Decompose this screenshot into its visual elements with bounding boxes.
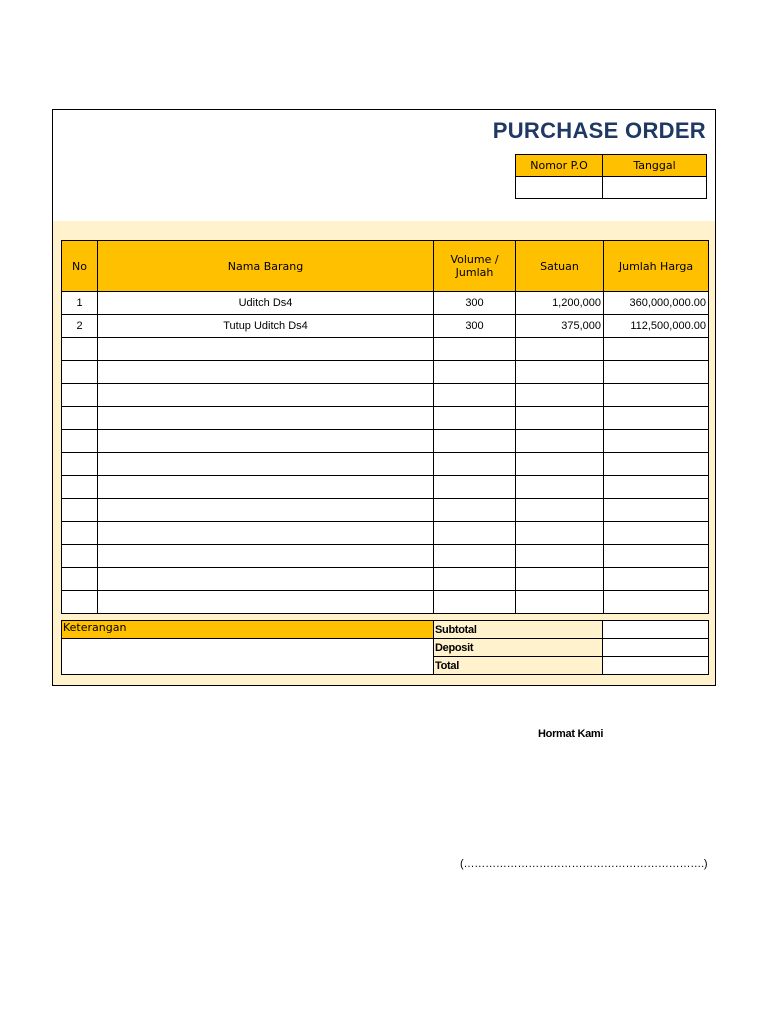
row-nama-barang[interactable]: Uditch Ds4 bbox=[98, 292, 434, 315]
row-jumlah-harga[interactable] bbox=[604, 384, 709, 407]
row-nama-barang[interactable] bbox=[98, 361, 434, 384]
table-row bbox=[62, 338, 709, 361]
row-jumlah-harga[interactable] bbox=[604, 568, 709, 591]
nomor-po-field[interactable] bbox=[516, 177, 603, 199]
row-no[interactable]: 1 bbox=[62, 292, 98, 315]
deposit-value[interactable] bbox=[603, 639, 709, 657]
po-info-table bbox=[515, 154, 707, 199]
row-nama-barang[interactable] bbox=[98, 407, 434, 430]
row-satuan[interactable] bbox=[516, 384, 604, 407]
column-header-satuan: Satuan bbox=[516, 241, 604, 292]
row-nama-barang[interactable] bbox=[98, 499, 434, 522]
table-row bbox=[62, 591, 709, 614]
row-satuan[interactable] bbox=[516, 476, 604, 499]
row-jumlah-harga[interactable] bbox=[604, 407, 709, 430]
row-nama-barang[interactable] bbox=[98, 591, 434, 614]
table-row bbox=[62, 499, 709, 522]
table-row bbox=[62, 453, 709, 476]
row-satuan[interactable]: 375,000 bbox=[516, 315, 604, 338]
table-row bbox=[62, 292, 709, 315]
total-value[interactable] bbox=[603, 657, 709, 675]
row-volume[interactable] bbox=[434, 499, 516, 522]
column-header-volume bbox=[434, 241, 516, 292]
row-jumlah-harga[interactable] bbox=[604, 545, 709, 568]
page-title: PURCHASE ORDER bbox=[492, 118, 706, 143]
row-satuan[interactable] bbox=[516, 407, 604, 430]
row-nama-barang[interactable] bbox=[98, 453, 434, 476]
table-row bbox=[62, 545, 709, 568]
table-row bbox=[62, 430, 709, 453]
row-volume[interactable] bbox=[434, 361, 516, 384]
signature-line: (………………………………………………………….) bbox=[460, 858, 708, 870]
tanggal-header: Tanggal bbox=[603, 155, 707, 177]
row-jumlah-harga[interactable] bbox=[604, 476, 709, 499]
row-jumlah-harga[interactable]: 112,500,000.00 bbox=[604, 315, 709, 338]
column-header-nama-barang: Nama Barang bbox=[98, 241, 434, 292]
row-nama-barang[interactable] bbox=[98, 522, 434, 545]
table-row bbox=[62, 384, 709, 407]
row-jumlah-harga[interactable] bbox=[604, 430, 709, 453]
row-no[interactable] bbox=[62, 384, 98, 407]
row-no[interactable] bbox=[62, 476, 98, 499]
row-nama-barang[interactable]: Tutup Uditch Ds4 bbox=[98, 315, 434, 338]
hormat-kami-text: Hormat Kami bbox=[538, 728, 604, 740]
table-row bbox=[62, 522, 709, 545]
row-volume[interactable] bbox=[434, 430, 516, 453]
row-volume[interactable] bbox=[434, 338, 516, 361]
row-no[interactable] bbox=[62, 338, 98, 361]
row-nama-barang[interactable] bbox=[98, 430, 434, 453]
row-volume[interactable] bbox=[434, 384, 516, 407]
row-volume[interactable] bbox=[434, 591, 516, 614]
total-label: Total bbox=[434, 657, 603, 675]
row-jumlah-harga[interactable] bbox=[604, 361, 709, 384]
row-volume[interactable] bbox=[434, 407, 516, 430]
row-nama-barang[interactable] bbox=[98, 545, 434, 568]
row-volume[interactable] bbox=[434, 453, 516, 476]
row-satuan[interactable] bbox=[516, 568, 604, 591]
row-satuan[interactable]: 1,200,000 bbox=[516, 292, 604, 315]
subtotal-label: Subtotal bbox=[434, 621, 603, 639]
row-no[interactable] bbox=[62, 453, 98, 476]
row-jumlah-harga[interactable] bbox=[604, 522, 709, 545]
row-satuan[interactable] bbox=[516, 430, 604, 453]
row-jumlah-harga[interactable] bbox=[604, 591, 709, 614]
row-no[interactable] bbox=[62, 568, 98, 591]
row-nama-barang[interactable] bbox=[98, 384, 434, 407]
table-row bbox=[62, 568, 709, 591]
table-row bbox=[62, 476, 709, 499]
volume-line2: Jumlah bbox=[455, 266, 494, 279]
row-no[interactable] bbox=[62, 407, 98, 430]
row-no[interactable] bbox=[62, 361, 98, 384]
row-nama-barang[interactable] bbox=[98, 568, 434, 591]
keterangan-header: Keterangan bbox=[62, 621, 434, 639]
row-satuan[interactable] bbox=[516, 453, 604, 476]
volume-line1: Volume / bbox=[450, 253, 499, 266]
subtotal-value[interactable] bbox=[603, 621, 709, 639]
row-nama-barang[interactable] bbox=[98, 338, 434, 361]
row-jumlah-harga[interactable] bbox=[604, 338, 709, 361]
row-jumlah-harga[interactable] bbox=[604, 499, 709, 522]
deposit-label: Deposit bbox=[434, 639, 603, 657]
row-satuan[interactable] bbox=[516, 591, 604, 614]
row-volume[interactable] bbox=[434, 476, 516, 499]
row-satuan[interactable] bbox=[516, 545, 604, 568]
purchase-order-form bbox=[52, 109, 716, 686]
keterangan-field[interactable] bbox=[62, 639, 434, 675]
row-jumlah-harga[interactable] bbox=[604, 453, 709, 476]
row-no[interactable] bbox=[62, 499, 98, 522]
row-no[interactable] bbox=[62, 545, 98, 568]
items-table bbox=[61, 240, 709, 614]
row-no[interactable] bbox=[62, 522, 98, 545]
row-volume[interactable]: 300 bbox=[434, 315, 516, 338]
tanggal-field[interactable] bbox=[603, 177, 707, 199]
column-header-jumlah-harga: Jumlah Harga bbox=[604, 241, 709, 292]
row-no[interactable]: 2 bbox=[62, 315, 98, 338]
row-no[interactable] bbox=[62, 430, 98, 453]
row-no[interactable] bbox=[62, 591, 98, 614]
table-row bbox=[62, 315, 709, 338]
table-row bbox=[62, 361, 709, 384]
column-header-no: No bbox=[62, 241, 98, 292]
row-volume[interactable] bbox=[434, 522, 516, 545]
row-volume[interactable] bbox=[434, 545, 516, 568]
row-satuan[interactable] bbox=[516, 338, 604, 361]
row-jumlah-harga[interactable]: 360,000,000.00 bbox=[604, 292, 709, 315]
row-satuan[interactable] bbox=[516, 522, 604, 545]
row-volume[interactable]: 300 bbox=[434, 292, 516, 315]
row-nama-barang[interactable] bbox=[98, 476, 434, 499]
nomor-po-header: Nomor P.O bbox=[516, 155, 603, 177]
row-satuan[interactable] bbox=[516, 499, 604, 522]
row-satuan[interactable] bbox=[516, 361, 604, 384]
summary-table bbox=[61, 620, 709, 675]
table-row bbox=[62, 407, 709, 430]
row-volume[interactable] bbox=[434, 568, 516, 591]
